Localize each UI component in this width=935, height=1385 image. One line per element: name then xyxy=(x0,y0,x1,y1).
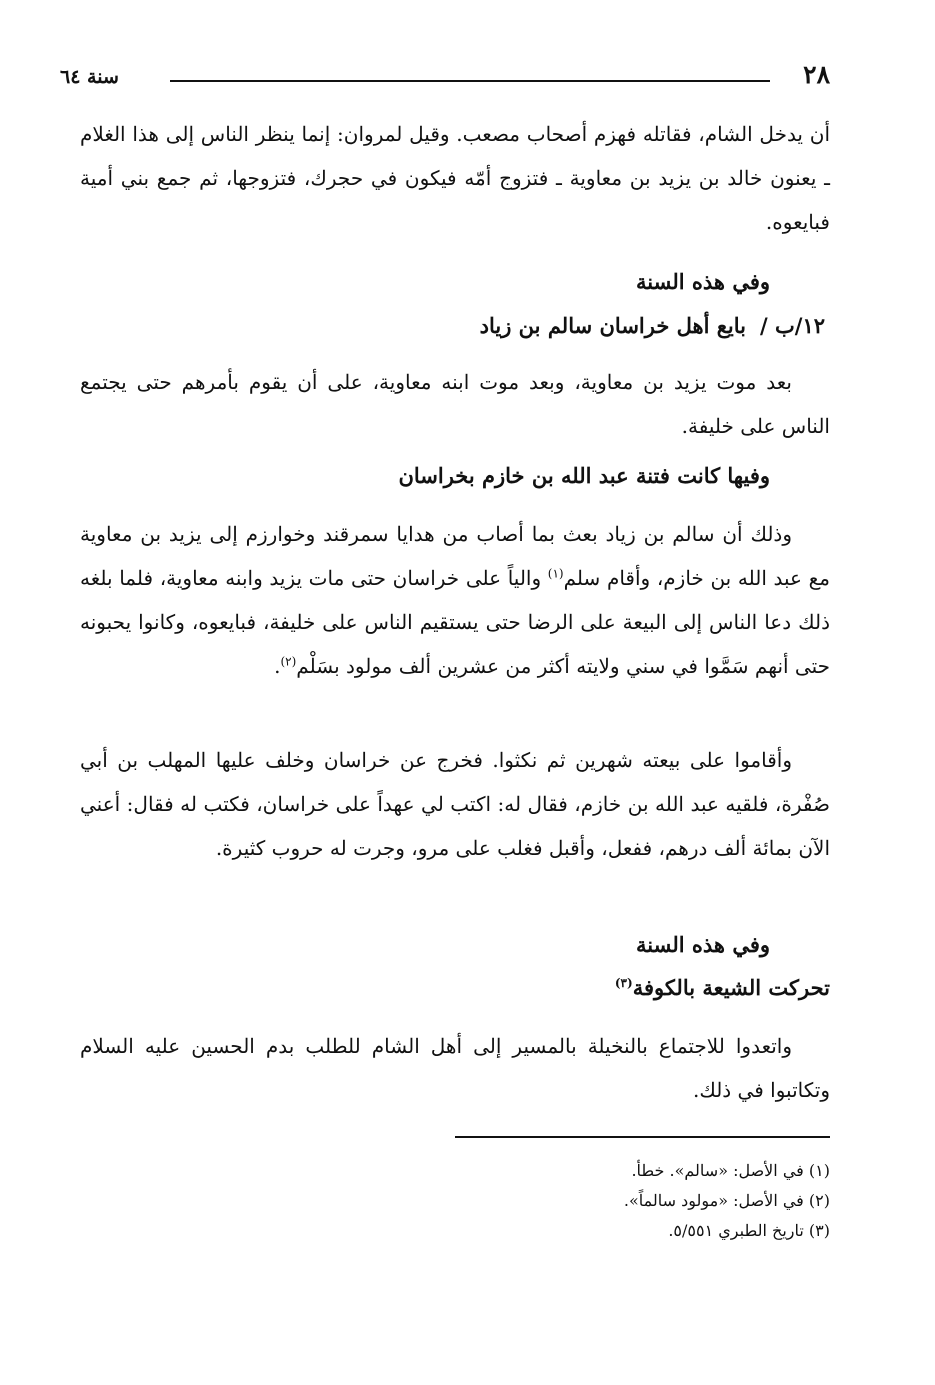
header-rule xyxy=(170,80,770,82)
section-heading-2-text: بايع أهل خراسان سالم بن زياد xyxy=(479,313,747,338)
running-head: سنة ٦٤ xyxy=(60,66,119,88)
section-heading-3: وفيها كانت فتنة عبد الله بن خازم بخراسان xyxy=(398,463,770,488)
section-heading-2 xyxy=(25,306,825,346)
paragraph-3 xyxy=(80,512,830,688)
page-header xyxy=(60,60,830,96)
folio-margin-note: ١٢/ب / xyxy=(760,313,825,338)
page-number: ٢٨ xyxy=(803,60,830,89)
section-heading-5 xyxy=(80,968,830,1008)
footnote-separator xyxy=(455,1136,830,1138)
footnote-3: (٣) تاريخ الطبري ٥/٥٥١. xyxy=(668,1221,830,1240)
paragraph-1: أن يدخل الشام، فقاتله فهزم أصحاب مصعب. وقيل لمروان: إنما ينظر الناس إلى هذا الغلام ـ يعنون خالد بن يزيد بن معاوية ـ فتزوج أمّه فيكون في حجرك، فتزوجها، ثم جمع بني أمية فبايعوه. xyxy=(80,122,830,234)
paragraph-4: وأقاموا على بيعته شهرين ثم نكثوا. فخرج عن خراسان وخلف عليها المهلب بن أبي صُفْرة، فلقيه عبد الله بن خازم، فقال له: اكتب لي عهداً على خراسان، فكتب له فقال: أعني الآن بمائة ألف درهم، ففعل، وأقبل فغلب على مرو، وجرت له حروب كثيرة. xyxy=(80,748,830,860)
section-heading-4: وفي هذه السنة xyxy=(636,932,770,957)
section-heading-1: وفي هذه السنة xyxy=(636,269,770,294)
paragraph-5: واتعدوا للاجتماع بالنخيلة بالمسير إلى أهل الشام للطلب بدم الحسين عليه السلام وتكاتبوا في ذلك. xyxy=(80,1034,830,1102)
paragraph-3-end: . xyxy=(274,654,281,678)
paragraph-3-part-1: وذلك أن سالم بن زياد بعث بما أصاب من هدايا سمرقند وخوارزم إلى يزيد بن معاوية مع عبد الله بن خازم، وأقام سلم xyxy=(80,522,830,590)
section-heading-5-text: تحركت الشيعة بالكوفة xyxy=(632,975,830,1000)
footnote-ref-3: (٣) xyxy=(614,976,633,990)
paragraph-2: بعد موت يزيد بن معاوية، وبعد موت ابنه معاوية، على أن يقوم بأمرهم حتى يجتمع الناس على خليفة. xyxy=(80,370,830,438)
footnote-ref-2: (٢) xyxy=(280,654,297,669)
footnote-2: (٢) في الأصل: «مولود سالماً». xyxy=(623,1191,830,1210)
footnotes xyxy=(80,1156,830,1246)
paragraph-3-part-2: والياً على خراسان حتى مات يزيد وابنه معاوية، فلما بلغه ذلك دعا الناس إلى البيعة على الرضا حتى يستقيم الناس على خليفة، فبايعوه، وكانوا يحبونه حتى أنهم سَمَّوا في سني ولايته أكثر من عشرين ألف مولود بسَلْم xyxy=(80,566,830,678)
footnote-1: (١) في الأصل: «سالم». خطأ. xyxy=(631,1161,830,1180)
footnote-ref-1: (١) xyxy=(547,566,564,581)
